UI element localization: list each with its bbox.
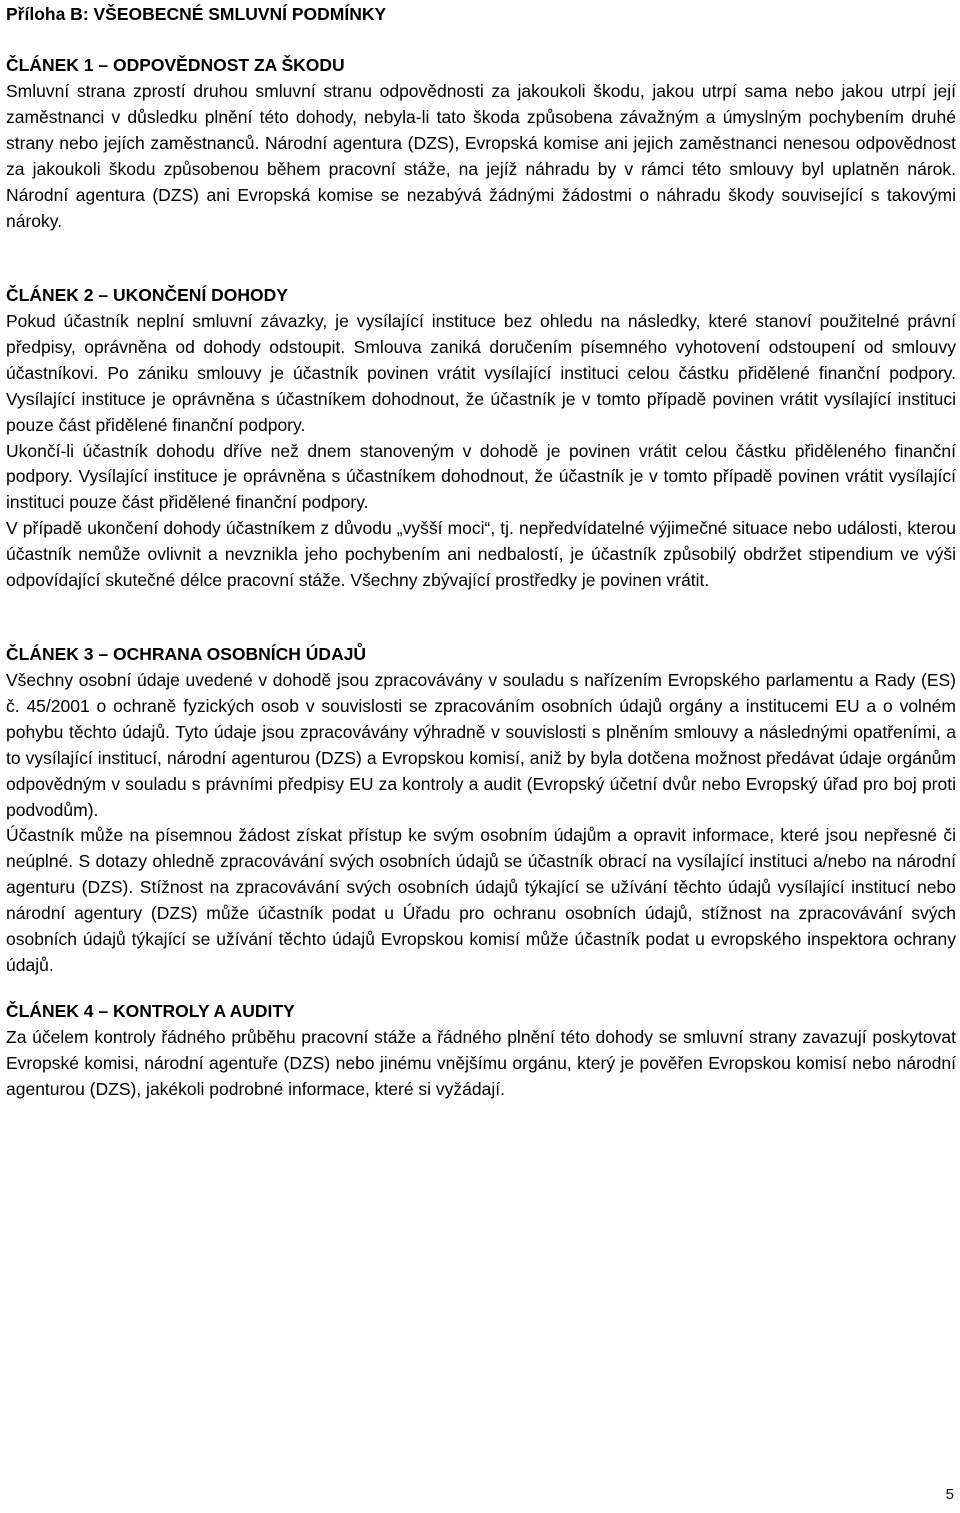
article-heading: ČLÁNEK 1 – ODPOVĚDNOST ZA ŠKODU bbox=[6, 55, 345, 75]
article-data-protection bbox=[6, 642, 956, 979]
article-termination bbox=[6, 283, 956, 594]
article-paragraph: Smluvní strana zprostí druhou smluvní stranu odpovědnosti za jakoukoli škodu, jakou utrpí sama nebo jakou utrpí její zaměstnanci v důsledku plnění této dohody, nebyla-li tato škoda způsobena závažným a úmyslným pochybením druhé strany nebo jejích zaměstnanců. Národní agentura (DZS), Evropská komise ani jejich zaměstnanci nenesou odpovědnost za jakoukoli škodu způsobenou během pracovní stáže, na jejíž náhradu by v rámci této smlouvy byl uplatněn nárok. Národní agentura (DZS) ani Evropská komise se nezabývá žádnými žádostmi o náhradu škody související s takovými nároky. bbox=[6, 81, 956, 231]
article-paragraph: V případě ukončení dohody účastníkem z důvodu „vyšší moci“, tj. nepředvídatelné výjimečné situace nebo události, kterou účastník nemůže ovlivnit a nevznikla jeho pochybením ani nedbalostí, je účastník způsobilý obdržet stipendium ve výši odpovídající skutečné délce pracovní stáže. Všechny zbývající prostředky je povinen vrátit. bbox=[6, 518, 956, 591]
article-paragraph: Účastník může na písemnou žádost získat přístup ke svým osobním údajům a opravit informace, které jsou nepřesné či neúplné. S dotazy ohledně zpracovávání svých osobních údajů se účastník obrací na vysílající instituci a/nebo na národní agenturu (DZS). Stížnost na zpracovávání svých osobních údajů týkající se užívání těchto údajů vysílající institucí nebo národní agentury (DZS) může účastník podat u Úřadu pro ochranu osobních údajů, stížnost na zpracovávání svých osobních údajů týkající se užívání těchto údajů Evropskou komisí může účastník podat u evropského inspektora ochrany údajů. bbox=[6, 825, 956, 975]
article-paragraph: Všechny osobní údaje uvedené v dohodě jsou zpracovávány v souladu s nařízením Evropského parlamentu a Rady (ES) č. 45/2001 o ochraně fyzických osob v souvislosti se zpracováním osobních údajů orgány a institucemi EU a o volném pohybu těchto údajů. Tyto údaje jsou zpracovávány výhradně v souvislosti s plněním smlouvy a následnými opatřeními, a to vysílající institucí, národní agenturou (DZS) a Evropskou komisí, aniž by byla dotčena možnost předávat údaje orgánům odpovědným v souladu s právními předpisy EU za kontroly a audit (Evropský účetní dvůr nebo Evropský úřad pro boj proti podvodům). bbox=[6, 670, 956, 820]
article-paragraph: Ukončí-li účastník dohodu dříve než dnem stanoveným v dohodě je povinen vrátit celou částku přiděleného finanční podpory. Vysílající instituce je oprávněna s účastníkem dohodnout, že účastník je v tomto případě povinen vrátit vysílající instituci pouze část přidělené finanční podpory. bbox=[6, 440, 956, 513]
article-audits bbox=[6, 999, 956, 1103]
article-paragraph: Za účelem kontroly řádného průběhu pracovní stáže a řádného plnění této dohody se smluvní strany zavazují poskytovat Evropské komisi, národní agentuře (DZS) nebo jinému vnějšímu orgánu, který je pověřen Evropskou komisí nebo národní agenturou (DZS), jakékoli podrobné informace, které si vyžádají. bbox=[6, 1027, 956, 1099]
appendix-title: Příloha B: VŠEOBECNÉ SMLUVNÍ PODMÍNKY bbox=[6, 4, 387, 24]
article-heading: ČLÁNEK 4 – KONTROLY A AUDITY bbox=[6, 1001, 295, 1021]
article-liability bbox=[6, 53, 956, 234]
article-heading: ČLÁNEK 3 – OCHRANA OSOBNÍCH ÚDAJŮ bbox=[6, 644, 367, 664]
article-paragraph: Pokud účastník neplní smluvní závazky, je vysílající instituce bez ohledu na následky, které stanoví použitelné právní předpisy, oprávněna od dohody odstoupit. Smlouva zaniká doručením písemného vyhotovení odstoupení od smlouvy účastníkovi. Po zániku smlouvy je účastník povinen vrátit vysílající instituci celou částku přidělené finanční podpory. Vysílající instituce je oprávněna s účastníkem dohodnout, že účastník je v tomto případě povinen vrátit vysílající instituci pouze část přidělené finanční podpory. bbox=[6, 311, 956, 435]
page-number: 5 bbox=[945, 1486, 954, 1503]
article-heading: ČLÁNEK 2 – UKONČENÍ DOHODY bbox=[6, 285, 288, 305]
